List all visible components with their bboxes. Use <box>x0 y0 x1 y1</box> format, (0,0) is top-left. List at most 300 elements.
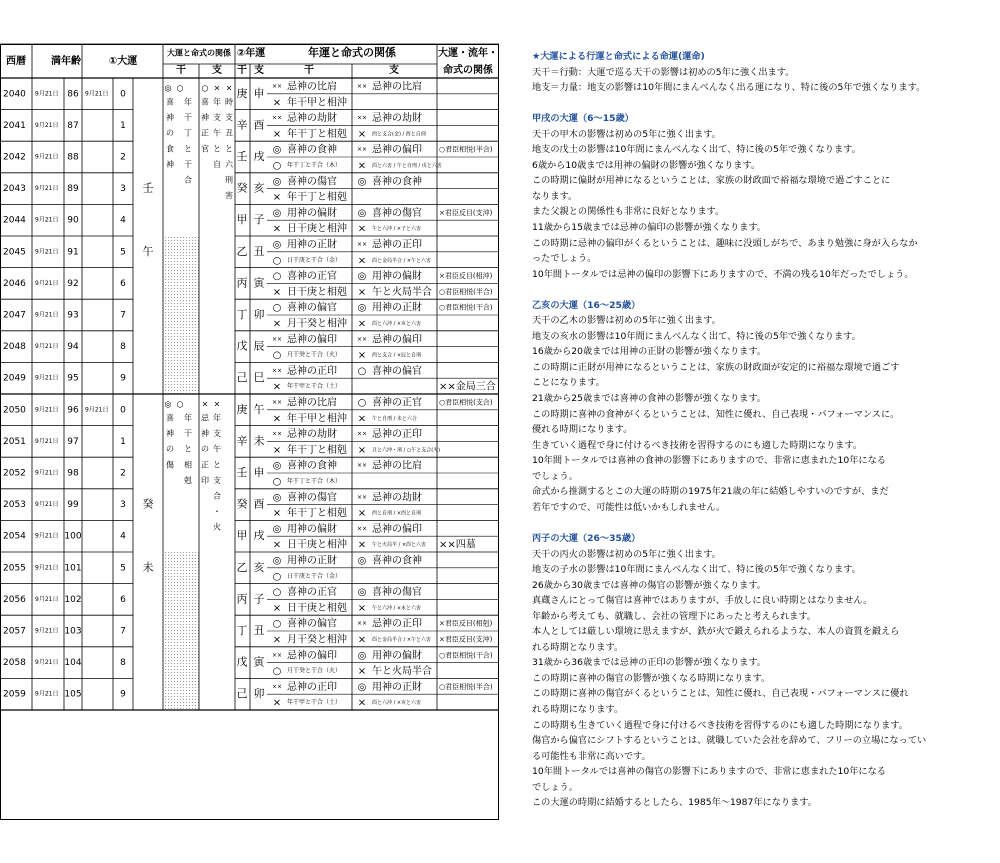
branch-relation: 喜神の食神 <box>372 555 422 567</box>
year-branch-cell: 亥 <box>253 181 265 195</box>
luck-relation-text: 印 <box>201 475 209 485</box>
relation-mark: × <box>272 508 282 520</box>
luck-age-cell: 1 <box>120 120 126 131</box>
year-stem-cell: 辛 <box>236 434 248 448</box>
luck-relation-text: 喜 <box>166 97 174 107</box>
stem-clash: 年干丁と干合（木） <box>287 162 342 170</box>
stem-relation: 忌神の劫財 <box>287 113 337 125</box>
birthday-cell: 9月21日 <box>35 153 59 161</box>
luck-relation-text: 剋 <box>184 475 192 485</box>
branch-clash: 酉と六沖 / ×亥と六害 <box>372 700 422 707</box>
branch-relation: 忌神の劫財 <box>372 492 422 504</box>
flow-relation: ○君臣相悦(半合) <box>439 145 493 154</box>
stem-clash: 月干癸と干合（火） <box>287 351 342 359</box>
luck-relation-text: 午 <box>213 128 221 138</box>
luck-relation-text: 干 <box>184 429 192 439</box>
year-stem-cell: 乙 <box>236 244 248 258</box>
luck-relation-text: 年 <box>184 97 192 107</box>
age-cell: 87 <box>67 120 79 131</box>
year-stem-cell: 甲 <box>236 529 248 543</box>
branch-clash: 酉と六害 / 午と自刑 / 戌と六害 <box>372 163 442 170</box>
luck-symbol: × <box>225 83 233 93</box>
relation-mark: × <box>272 381 282 393</box>
flow-relation: ×君臣反目(相沖) <box>439 272 493 281</box>
luck-age-cell: 6 <box>120 594 126 605</box>
relation-mark: × <box>357 602 367 614</box>
stem-relation: 忌神の正印 <box>287 365 337 377</box>
header-year: 西暦 <box>6 56 26 67</box>
year-branch-cell: 丑 <box>253 624 265 637</box>
notes-spacer <box>532 515 994 531</box>
luck-age-cell: 8 <box>120 658 126 669</box>
luck-age-cell: 9 <box>120 373 126 384</box>
branch-clash: 午と自刑 / 未と六合 <box>372 415 417 422</box>
header-flow-2: 命式の関係 <box>443 65 493 76</box>
relation-mark: ×× <box>271 651 283 659</box>
notes-heading: 丙子の大運（26～35歳） <box>532 532 641 544</box>
notes-line: 31歳から36歳までは忌神の正印の影響が強くなります。 <box>532 657 766 669</box>
notes-line: この時期に喜神の傷官の影響が強くなる時期になります。 <box>532 672 771 684</box>
luck-relation-text: 支 <box>213 113 221 123</box>
luck-relation-text: 合 <box>184 175 192 185</box>
branch-clash: 酉と支合(金) / 酉と自刑 <box>372 131 426 138</box>
relation-mark: ○ <box>272 618 282 630</box>
branch-relation: 用神の正財 <box>372 302 422 314</box>
year-cell: 2054 <box>3 531 26 542</box>
year-branch-cell: 卯 <box>253 687 265 701</box>
stem-clash: 月干癸と干合（火） <box>287 667 342 675</box>
year-stem-cell: 甲 <box>236 213 248 227</box>
relation-mark: ×× <box>356 493 368 501</box>
relation-mark: ×× <box>271 335 283 343</box>
relation-mark: ×× <box>356 114 368 122</box>
luck-age-cell: 7 <box>120 310 126 321</box>
relation-mark: ○ <box>272 271 282 283</box>
stem-relation: 忌神の比肩 <box>287 397 337 409</box>
relation-mark: ◎ <box>272 144 282 156</box>
luck-relation-text: 神 <box>166 113 174 123</box>
notes-line: この大運の時期に結婚するとしたら、1985年～1987年になります。 <box>532 797 817 809</box>
branch-relation: 忌神の比肩 <box>372 81 422 93</box>
luck-age-cell: 5 <box>120 247 126 258</box>
luck-relation-text: 神 <box>201 113 209 123</box>
age-cell: 91 <box>67 247 79 258</box>
year-branch-cell: 酉 <box>253 118 265 132</box>
header-yr-stem: 干 <box>304 65 314 76</box>
relation-mark: ◎ <box>357 207 367 219</box>
luck-relation-text: と <box>184 444 192 454</box>
notes-line: れる時期になります。 <box>532 703 624 715</box>
birthday-cell: 9月21日 <box>35 279 59 287</box>
notes-line: 地支の亥水の影響は10年間にまんべんなく出て、特に後の5年で強くなります。 <box>532 330 861 342</box>
birthday-cell: 9月21日 <box>35 185 59 193</box>
year-branch-cell: 申 <box>253 86 265 100</box>
stem-relation: 喜神の食神 <box>287 144 337 156</box>
luck-relation-text: 支 <box>213 429 221 439</box>
luck-relation-text: と <box>213 144 221 154</box>
luck-age-cell: 1 <box>120 436 126 447</box>
stem-clash: 年干丁と相剋 <box>287 444 347 456</box>
notes-line: この時期に偏財が用神になるということは、家族の財政面で裕福な環境で過ごすことに <box>532 175 891 187</box>
notes-line: 優れる時期になります。 <box>532 424 633 436</box>
notes-line: 真蔵さんにとって傷官は喜神ではありますが、手放しに良い時期とはなりません。 <box>532 595 873 607</box>
luck-age-cell: 5 <box>120 563 126 574</box>
luck-relation-text: 丁 <box>184 128 192 138</box>
header-luck-relation: 大運と命式の関係 <box>167 48 231 58</box>
stem-relation: 喜神の傷官 <box>287 492 337 504</box>
luck-relation-text: 相 <box>184 460 192 470</box>
branch-clash: 午と火局半合 <box>372 666 432 678</box>
relation-mark: ◎ <box>272 555 282 567</box>
notes-line: 若年ですので、可能性は低いかもしれません。 <box>532 501 726 513</box>
year-stem-cell: 乙 <box>236 560 248 574</box>
relation-mark: × <box>357 318 367 330</box>
birthday-cell: 9月21日 <box>35 406 59 414</box>
notes-line: でしょう。 <box>532 470 578 482</box>
relation-mark: ◎ <box>357 271 367 283</box>
stem-clash: 年干丁と相剋 <box>287 192 347 204</box>
birthday-cell: 9月21日 <box>35 595 59 603</box>
luck-birthday-cell: 9月21日 <box>85 406 109 414</box>
luck-relation-text: 年 <box>184 413 192 423</box>
year-cell: 2052 <box>3 468 26 479</box>
year-cell: 2057 <box>3 626 26 637</box>
stem-clash: 日干庚と相沖 <box>287 223 347 235</box>
stem-relation: 忌神の正印 <box>287 681 337 693</box>
year-cell: 2040 <box>3 89 26 100</box>
relation-mark: ◎ <box>272 207 282 219</box>
relation-mark: ◎ <box>272 460 282 472</box>
relation-mark: ×× <box>356 83 368 91</box>
age-cell: 89 <box>67 184 79 195</box>
notes-line: 天干＝行動：大運で巡る天干の影響は初めの5年に強く出ます。 <box>532 66 795 78</box>
notes-line: 地支の子水の影響は10年間にまんべんなく出て、特に後の5年で強くなります。 <box>532 564 861 576</box>
stem-clash: 年干甲と干合（土） <box>287 383 342 391</box>
luck-relation-text: 官 <box>201 144 209 154</box>
relation-mark: ○ <box>272 302 282 314</box>
notes-line: 天干の甲木の影響は初めの5年に強く出ます。 <box>532 128 721 140</box>
flow-relation: ×君臣反目(相剋) <box>439 619 493 628</box>
luck-symbol: × <box>201 399 209 409</box>
year-stem-cell: 壬 <box>236 150 248 163</box>
luck-birthday-cell: 9月21日 <box>85 90 109 98</box>
branch-relation: 喜神の正官 <box>372 397 422 409</box>
notes-line: 傷官から偏官にシフトするということは、就職していた会社を辞めて、フリーの立場になってい <box>532 735 927 747</box>
stem-clash: 月干癸と相沖 <box>287 634 347 646</box>
relation-mark: × <box>357 350 367 362</box>
relation-mark: × <box>272 539 282 551</box>
stem-clash: 日干庚と相沖 <box>287 539 347 551</box>
luck-relation-text: 傷 <box>166 460 174 470</box>
year-cell: 2056 <box>3 594 26 605</box>
relation-mark: ○ <box>272 587 282 599</box>
header-year-relation: 年運と命式の関係 <box>308 46 396 59</box>
luck-relation-text: 神 <box>201 429 209 439</box>
year-stem-cell: 戊 <box>236 655 248 669</box>
branch-clash: 酉と金局半合 / ×午と六害 <box>372 637 432 644</box>
relation-mark: × <box>357 508 367 520</box>
branch-clash: 酉と支合 / ×辰と自刑 <box>372 352 422 359</box>
branch-relation: 忌神の正印 <box>372 429 422 441</box>
luck-relation-text: 午 <box>213 444 221 454</box>
year-branch-cell: 亥 <box>253 560 265 574</box>
year-stem-cell: 癸 <box>236 181 248 195</box>
year-branch-cell: 丑 <box>253 244 265 258</box>
year-branch-cell: 子 <box>253 592 265 606</box>
year-stem-cell: 辛 <box>236 118 248 132</box>
stem-relation: 忌神の偏印 <box>287 334 337 346</box>
notes-line: 10年間トータルでは忌神の偏印の影響下にありますので、不満の残る10年だったでしょう。 <box>532 268 914 280</box>
age-cell: 88 <box>67 152 79 163</box>
birthday-cell: 9月21日 <box>35 659 59 667</box>
stem-clash: 年干丁と干合（木） <box>287 478 342 486</box>
year-stem-cell: 丙 <box>236 592 248 606</box>
notes-line: ったでしょう。 <box>532 253 597 265</box>
notes-line: 年齢から考えても、就職し、会社の管理下にあったと考えられます。 <box>532 610 816 622</box>
notes-line: でしょう。 <box>532 781 578 793</box>
year-cell: 2048 <box>3 342 26 353</box>
luck-stem: 壬 <box>142 181 154 195</box>
header-yr-branch: 支 <box>389 65 399 76</box>
luck-symbol: ○ <box>201 83 209 93</box>
notes-line: 本人としては厳しい環境に思えますが、鉄が火で鍛えられるような、本人の資質を鍛えら <box>532 626 900 638</box>
luck-symbol: × <box>213 83 221 93</box>
year-cell: 2049 <box>3 373 26 384</box>
luck-branch: 未 <box>142 560 154 574</box>
year-cell: 2055 <box>3 563 26 574</box>
relation-mark: ◎ <box>272 523 282 535</box>
year-stem-cell: 庚 <box>236 86 248 100</box>
luck-relation-text: 喜 <box>201 97 209 107</box>
relation-mark: × <box>272 192 282 204</box>
luck-age-cell: 3 <box>120 184 126 195</box>
notes-line: 11歳から15歳までは忌神の偏印の影響が強くなります。 <box>532 222 766 234</box>
notes-line: 天干の乙木の影響は初めの5年に強く出ます。 <box>532 315 721 327</box>
notes-line: 26歳から30歳までは喜神の傷官の影響が強くなります。 <box>532 579 766 591</box>
flow-relation: ○君臣相悦(干合) <box>439 303 493 312</box>
flow-relation: ××金局三合 <box>439 381 496 393</box>
age-cell: 94 <box>67 342 79 353</box>
birthday-cell: 9月21日 <box>35 469 59 477</box>
luck-symbol: ◎ <box>164 83 172 93</box>
header-luck-stem: 干 <box>176 65 186 76</box>
stem-clash: 年干丁と相剋 <box>287 508 347 520</box>
stem-clash: 日干庚と干合（金） <box>287 256 342 264</box>
relation-mark: × <box>357 444 367 456</box>
luck-relation-text: 刑 <box>225 175 233 185</box>
luck-age-cell: 9 <box>120 689 126 700</box>
year-branch-cell: 戌 <box>253 529 265 543</box>
luck-relation-text: 干 <box>184 113 192 123</box>
branch-clash: 丑と六沖・刑 / ○午と支合(火) <box>372 447 441 454</box>
luck-relation-text: 神 <box>166 159 174 169</box>
year-cell: 2050 <box>3 405 26 416</box>
luck-age-cell: 7 <box>120 626 126 637</box>
year-branch-cell: 酉 <box>253 497 265 511</box>
stem-clash: 年干甲と干合（土） <box>287 699 342 707</box>
branch-clash: 午と火局半合 <box>372 286 432 298</box>
relation-mark: ◎ <box>357 587 367 599</box>
notes-heading: 乙亥の大運（16～25歳） <box>532 299 641 311</box>
stem-clash: 年干甲と相沖 <box>287 97 347 109</box>
stem-relation: 喜神の偏官 <box>287 618 337 630</box>
birthday-cell: 9月21日 <box>35 437 59 445</box>
branch-relation: 忌神の比肩 <box>372 460 422 472</box>
luck-relation-text: 食 <box>166 144 174 154</box>
luck-relation-text: の <box>201 444 209 454</box>
age-cell: 97 <box>67 436 79 447</box>
flow-relation: ×君臣反目(支沖) <box>439 208 493 217</box>
age-cell: 102 <box>64 594 82 605</box>
header-luck-branch: 支 <box>212 65 222 76</box>
luck-relation-text: 年 <box>213 97 221 107</box>
shaded-cell <box>163 552 199 710</box>
luck-age-cell: 3 <box>120 500 126 511</box>
notes-line: 天干の丙火の影響は初めの5年に強く出ます。 <box>532 548 721 560</box>
year-stem-cell: 己 <box>236 371 248 385</box>
relation-mark: × <box>357 539 367 551</box>
year-stem-cell: 丙 <box>236 276 248 290</box>
year-cell: 2041 <box>3 120 26 131</box>
flow-relation: ○君臣相悦(半合) <box>439 287 493 296</box>
stem-relation: 喜神の偏官 <box>287 302 337 314</box>
year-cell: 2042 <box>3 152 26 163</box>
luck-relation-text: 忌 <box>201 413 209 423</box>
branch-relation: 忌神の正印 <box>372 239 422 251</box>
header-year-luck: ②年運 <box>236 48 266 59</box>
relation-mark: ×× <box>271 399 283 407</box>
relation-mark: × <box>272 286 282 298</box>
age-cell: 90 <box>67 215 79 226</box>
relation-mark: ○ <box>272 255 282 267</box>
luck-branch: 午 <box>142 244 154 258</box>
notes-line: 地支の戊土の影響は10年間にまんべんなく出て、特に後の5年で強くなります。 <box>532 144 861 156</box>
relation-mark: ○ <box>272 571 282 583</box>
relation-mark: ×× <box>271 367 283 375</box>
year-cell: 2045 <box>3 247 26 258</box>
branch-relation: 忌神の偏印 <box>372 523 422 535</box>
header-luck: ①大運 <box>108 56 138 67</box>
year-branch-cell: 卯 <box>253 308 265 321</box>
notes-line: この時期に正財が用神になるということは、家族の財政面が安定的に裕福な環境で過ごす <box>532 361 900 373</box>
notes-line: 地支＝力量：地支の影響は10年間にまんべんなく出る運になり、特に後の5年で強くなります。 <box>532 82 926 94</box>
birthday-cell: 9月21日 <box>35 90 59 98</box>
stem-relation: 用神の偏財 <box>287 523 337 535</box>
luck-relation-text: 害 <box>225 191 233 201</box>
relation-mark: ×× <box>356 335 368 343</box>
flow-relation: ○君臣相悦(支合) <box>439 398 493 407</box>
luck-relation-text: 喜 <box>166 413 174 423</box>
branch-relation: 用神の偏財 <box>372 650 422 662</box>
branch-clash: 午と火局半 / ×酉と六害 <box>372 542 427 549</box>
luck-relation-text: 火 <box>213 522 221 532</box>
flow-relation: ○君臣相悦(半合) <box>439 682 493 691</box>
birthday-cell: 9月21日 <box>35 627 59 635</box>
relation-mark: ×× <box>271 430 283 438</box>
stem-clash: 日干庚と相剋 <box>287 286 347 298</box>
relation-mark: ◎ <box>272 239 282 251</box>
year-branch-cell: 辰 <box>253 339 265 353</box>
luck-relation-text: 正 <box>201 460 209 470</box>
luck-relation-text: と <box>213 460 221 470</box>
shaded-cell <box>163 236 199 394</box>
age-cell: 96 <box>67 405 79 416</box>
year-branch-cell: 申 <box>253 466 265 479</box>
relation-mark: ○ <box>272 160 282 172</box>
stem-relation: 用神の正財 <box>287 555 337 567</box>
relation-mark: ○ <box>357 397 367 409</box>
luck-relation-text: 年 <box>213 413 221 423</box>
relation-mark: × <box>357 634 367 646</box>
relation-mark: × <box>357 286 367 298</box>
relation-mark: × <box>357 128 367 140</box>
luck-relation-text: 丑 <box>225 128 233 138</box>
relation-mark: × <box>272 634 282 646</box>
relation-mark: × <box>272 413 282 425</box>
luck-symbol: ◎ <box>164 399 172 409</box>
birthday-cell: 9月21日 <box>35 343 59 351</box>
header-flow-1: 大運・流年・ <box>438 48 498 59</box>
age-cell: 104 <box>64 658 82 669</box>
stem-clash: 日干庚と干合（金） <box>287 572 342 580</box>
relation-mark: ◎ <box>272 176 282 188</box>
notes-line: この時期に喜神の食神がくるということは、知性に優れ、自己表現・パフォーマンスに。 <box>532 408 900 420</box>
relation-mark: ○ <box>272 350 282 362</box>
stem-relation: 忌神の比肩 <box>287 81 337 93</box>
relation-mark: ◎ <box>357 176 367 188</box>
notes-line: る可能性も非常に高いです。 <box>532 750 651 762</box>
relation-mark: ×× <box>356 620 368 628</box>
header-yl-stem: 干 <box>237 65 247 76</box>
age-cell: 92 <box>67 278 79 289</box>
branch-clash: 酉と金局半合 / ×午と六害 <box>372 257 432 264</box>
luck-relation-text: 支 <box>213 475 221 485</box>
birthday-cell: 9月21日 <box>35 532 59 540</box>
relation-mark: × <box>357 160 367 172</box>
luck-age-cell: 4 <box>120 215 126 226</box>
year-stem-cell: 己 <box>236 687 248 701</box>
relation-mark: × <box>272 697 282 709</box>
birthday-cell: 9月21日 <box>35 311 59 319</box>
stem-clash: 年干丁と相剋 <box>287 128 347 140</box>
notes-line: ことになります。 <box>532 377 605 389</box>
notes-line: この時期も生きていく過程で身に付けるべき技術を習得するのにも適した時期になります。 <box>532 719 908 731</box>
year-branch-cell: 午 <box>253 402 265 416</box>
luck-age-cell: 0 <box>120 405 126 416</box>
relation-mark: ×× <box>271 114 283 122</box>
luck-relation-text: の <box>166 128 174 138</box>
luck-relation-text: 正 <box>201 128 209 138</box>
birthday-cell: 9月21日 <box>35 374 59 382</box>
header-yl-branch: 支 <box>254 65 264 76</box>
year-branch-cell: 寅 <box>253 655 265 669</box>
notes-heading: ★大運による行運と命式による命運(運命) <box>532 51 705 62</box>
year-stem-cell: 壬 <box>236 466 248 479</box>
luck-relation-text: と <box>225 144 233 154</box>
relation-mark: × <box>357 697 367 709</box>
birthday-cell: 9月21日 <box>35 690 59 698</box>
relation-mark: ◎ <box>272 492 282 504</box>
year-branch-cell: 未 <box>253 434 265 448</box>
age-cell: 98 <box>67 468 79 479</box>
year-stem-cell: 丁 <box>236 308 248 321</box>
year-stem-cell: 癸 <box>236 497 248 511</box>
year-cell: 2058 <box>3 658 26 669</box>
notes-spacer <box>532 96 994 112</box>
relation-mark: ×× <box>356 462 368 470</box>
notes-heading: 甲戌の大運（6～15歳） <box>532 113 634 125</box>
year-branch-cell: 寅 <box>253 276 265 290</box>
